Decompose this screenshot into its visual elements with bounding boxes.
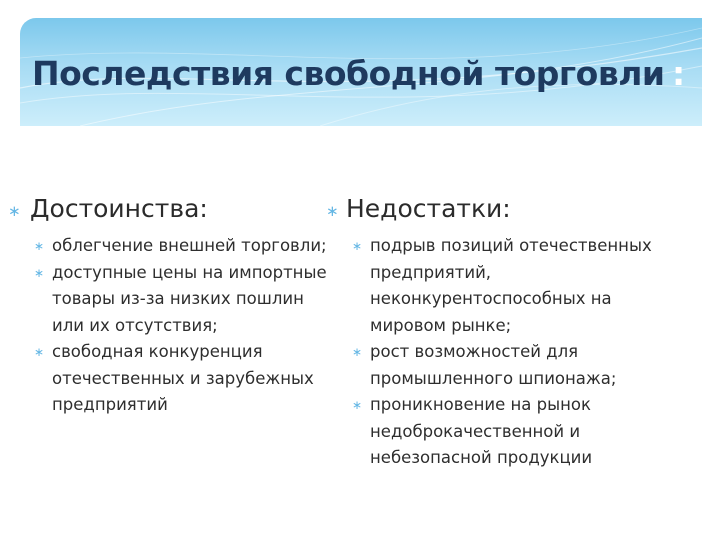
bullet-icon: ∗ xyxy=(326,202,339,220)
disadvantages-list xyxy=(352,233,692,472)
list-item xyxy=(352,392,692,472)
list-item-text: подрыв позиций отечественных предприятий, неконкурентоспособных на мировом рынке; xyxy=(370,236,652,335)
bullet-icon: ∗ xyxy=(8,202,21,220)
title-banner xyxy=(20,18,702,126)
page-title: Последствия свободной торговли xyxy=(32,54,665,93)
list-item xyxy=(34,260,352,340)
bullet-icon: ∗ xyxy=(34,265,45,280)
list-item-text: свободная конкуренция отечественных и зарубежных предприятий xyxy=(52,342,314,414)
bullet-icon: ∗ xyxy=(34,345,45,359)
advantages-list xyxy=(34,233,352,419)
list-item xyxy=(34,339,352,419)
list-item xyxy=(352,339,692,392)
list-item-text: рост возможностей для промышленного шпионажа; xyxy=(370,342,617,388)
list-item-text: проникновение на рынок недоброкачественной и небезопасной продукции xyxy=(370,395,593,467)
bullet-icon: ∗ xyxy=(352,398,363,412)
bullet-icon: ∗ xyxy=(352,345,363,359)
disadvantages-heading: Недостатки: xyxy=(346,194,511,223)
bullet-icon: ∗ xyxy=(34,239,45,253)
list-item xyxy=(352,233,692,339)
list-item-text: доступные цены на импортные товары из-за низких пошлин или их отсутствия; xyxy=(52,262,327,335)
list-item xyxy=(34,233,352,260)
bullet-icon: ∗ xyxy=(352,239,363,253)
list-item-text: облегчение внешней торговли; xyxy=(52,236,327,255)
title-colon: : xyxy=(672,54,686,93)
advantages-heading: Достоинства: xyxy=(30,194,208,223)
